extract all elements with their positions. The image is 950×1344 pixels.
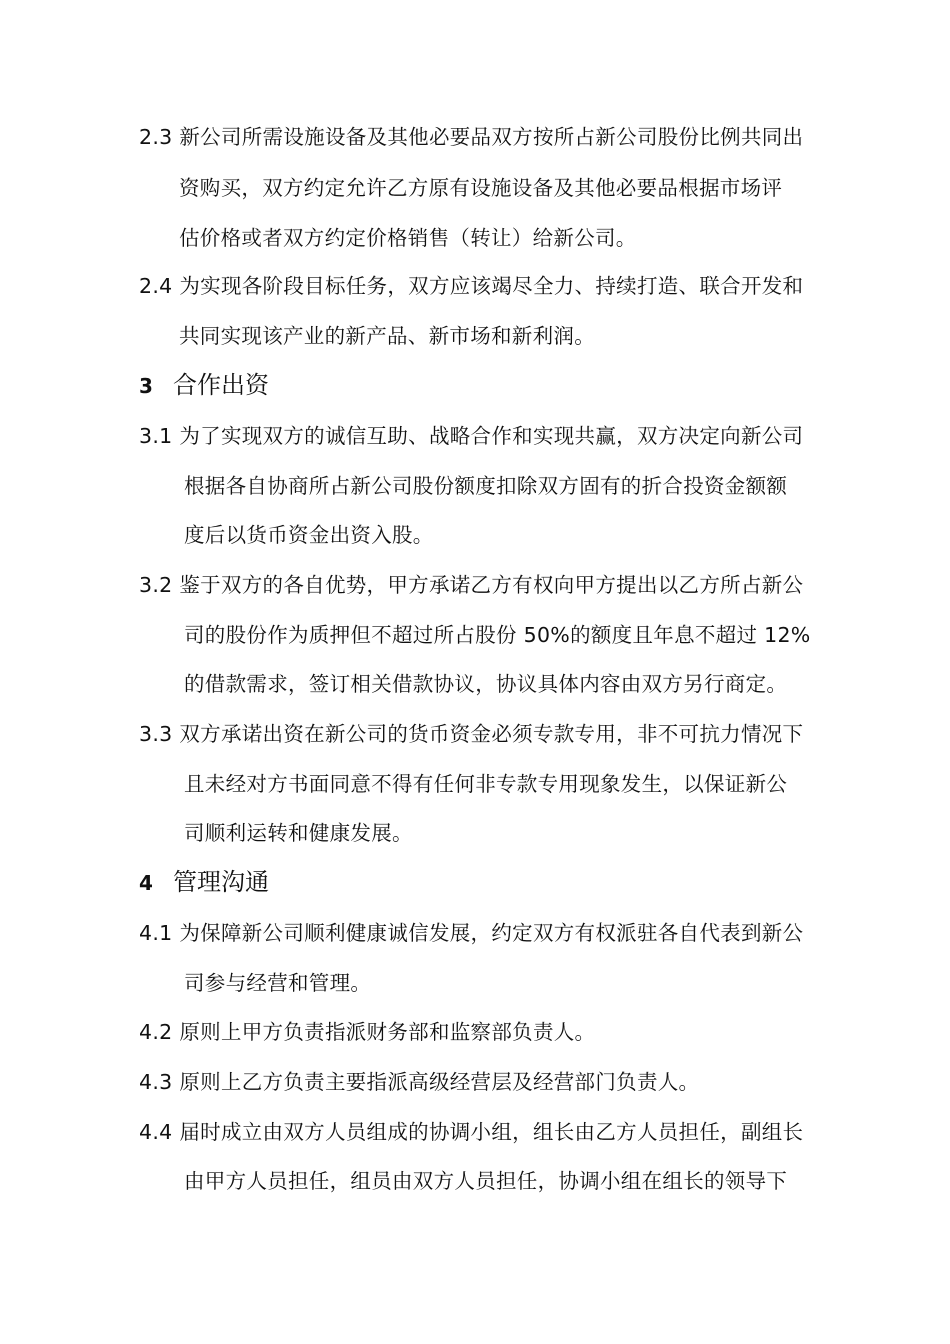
clause-number: 4.3 xyxy=(139,1070,173,1094)
clause-number: 4.4 xyxy=(139,1120,173,1144)
clause-text: 鉴于双方的各自优势，甲方承诺乙方有权向甲方提出以乙方所占新公 xyxy=(179,573,804,597)
clause-text: 为实现各阶段目标任务，双方应该竭尽全力、持续打造、联合开发和 xyxy=(179,274,804,298)
clause-first-line xyxy=(139,125,803,149)
clause-continuation-line: 估价格或者双方约定价格销售（转让）给新公司。 xyxy=(179,226,637,250)
clause-text: 双方承诺出资在新公司的货币资金必须专款专用，非不可抗力情况下 xyxy=(179,722,804,746)
clause-continuation-line: 资购买，双方约定允许乙方原有设施设备及其他必要品根据市场评 xyxy=(179,176,783,200)
clause-number: 3.3 xyxy=(139,722,173,746)
clause-number: 2.4 xyxy=(139,274,173,298)
clause-first-line xyxy=(139,1120,803,1144)
clause-continuation-line: 度后以货币资金出资入股。 xyxy=(184,523,434,547)
clause-text: 原则上乙方负责主要指派高级经营层及经营部门负责人。 xyxy=(179,1070,700,1094)
clause-text: 新公司所需设施设备及其他必要品双方按所占新公司股份比例共同出 xyxy=(179,125,804,149)
clause-first-line xyxy=(139,722,803,746)
clause-continuation-line: 司的股份作为质押但不超过所占股份 50%的额度且年息不超过 12% xyxy=(184,623,811,647)
clause-continuation-line: 根据各自协商所占新公司股份额度扣除双方固有的折合投资金额额 xyxy=(184,474,788,498)
clause-continuation-line: 且未经对方书面同意不得有任何非专款专用现象发生，以保证新公 xyxy=(184,772,788,796)
clause-number: 4.2 xyxy=(139,1020,173,1044)
clause-first-line xyxy=(139,573,803,597)
clause-text: 原则上甲方负责指派财务部和监察部负责人。 xyxy=(179,1020,596,1044)
section-number: 3 xyxy=(139,374,153,398)
clause-continuation-line: 的借款需求，签订相关借款协议，协议具体内容由双方另行商定。 xyxy=(184,672,788,696)
clause-number: 3.2 xyxy=(139,573,173,597)
clause-continuation-line: 司顺利运转和健康发展。 xyxy=(184,821,413,845)
clause-first-line xyxy=(139,424,803,448)
clause-continuation-line: 共同实现该产业的新产品、新市场和新利润。 xyxy=(179,324,595,348)
clause-text: 为保障新公司顺利健康诚信发展，约定双方有权派驻各自代表到新公 xyxy=(179,921,804,945)
section-title: 管理沟通 xyxy=(173,868,269,896)
section-heading xyxy=(139,868,269,897)
section-title: 合作出资 xyxy=(173,371,269,399)
clause-number: 4.1 xyxy=(139,921,173,945)
clause-continuation-line: 由甲方人员担任，组员由双方人员担任，协调小组在组长的领导下 xyxy=(184,1169,788,1193)
clause-text: 届时成立由双方人员组成的协调小组，组长由乙方人员担任，副组长 xyxy=(179,1120,804,1144)
clause-text: 为了实现双方的诚信互助、战略合作和实现共赢，双方决定向新公司 xyxy=(179,424,804,448)
clause-continuation-line: 司参与经营和管理。 xyxy=(184,971,372,995)
section-heading xyxy=(139,371,269,400)
clause-first-line xyxy=(139,274,803,298)
clause-first-line xyxy=(139,1020,595,1044)
clause-number: 2.3 xyxy=(139,125,173,149)
clause-first-line xyxy=(139,921,803,945)
clause-number: 3.1 xyxy=(139,424,173,448)
section-number: 4 xyxy=(139,871,153,895)
clause-first-line xyxy=(139,1070,699,1094)
